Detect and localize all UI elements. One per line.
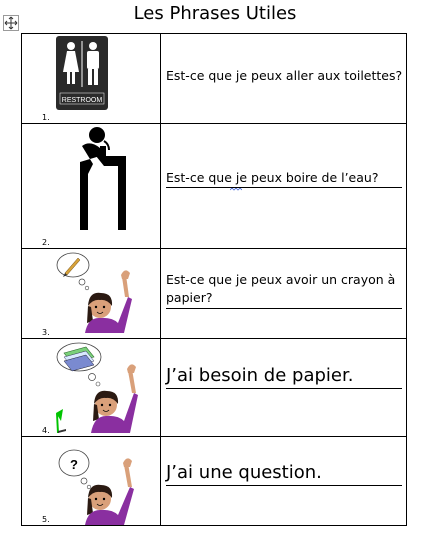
- image-cell: [22, 437, 161, 526]
- green-marker-icon: [54, 409, 68, 433]
- table-row: [22, 34, 407, 124]
- writing-line: [166, 308, 402, 309]
- writing-line: [166, 485, 402, 486]
- table-row: [22, 124, 407, 249]
- phrase-cell: [161, 437, 407, 526]
- row-number: 2.: [42, 238, 50, 247]
- page-title: Les Phrases Utiles: [133, 3, 297, 24]
- phrase-text: Est-ce que je peux aller aux toilettes?: [166, 68, 403, 83]
- row-number: 1.: [42, 113, 50, 122]
- writing-line: [166, 388, 402, 389]
- restroom-sign-icon: [56, 36, 108, 110]
- phrase-text: Est-ce que je peux avoir un crayon à papier?: [166, 272, 396, 305]
- phrase-text: J’ai une question.: [166, 462, 322, 483]
- question-mark: ?: [70, 457, 78, 472]
- table-row: [22, 249, 407, 339]
- image-cell: [22, 249, 161, 339]
- row-number: 4.: [42, 426, 50, 435]
- phrase-text: J’ai besoin de papier.: [166, 365, 354, 386]
- drinking-fountain-icon: [60, 126, 128, 234]
- writing-line: [166, 187, 402, 188]
- table-row: [22, 339, 407, 437]
- phrase-cell: [161, 339, 407, 437]
- image-cell: [22, 339, 161, 437]
- row-number: 5.: [42, 515, 50, 524]
- student-thinking-pencil-icon: [52, 251, 138, 333]
- sign-label: RESTROOM: [61, 97, 103, 104]
- row-number: 3.: [42, 328, 50, 337]
- student-thinking-question-icon: [54, 447, 138, 525]
- table-row: [22, 437, 407, 526]
- phrase-cell: [161, 124, 407, 249]
- phrase-text: Est-ce que je peux boire de l’eau?: [166, 170, 379, 185]
- phrase-cell: [161, 249, 407, 339]
- spelling-squiggle: [230, 188, 242, 191]
- image-cell: [22, 124, 161, 249]
- table-move-handle-icon[interactable]: [3, 15, 19, 31]
- image-cell: [22, 34, 161, 124]
- phrases-table: [21, 33, 407, 526]
- phrase-cell: [161, 34, 407, 124]
